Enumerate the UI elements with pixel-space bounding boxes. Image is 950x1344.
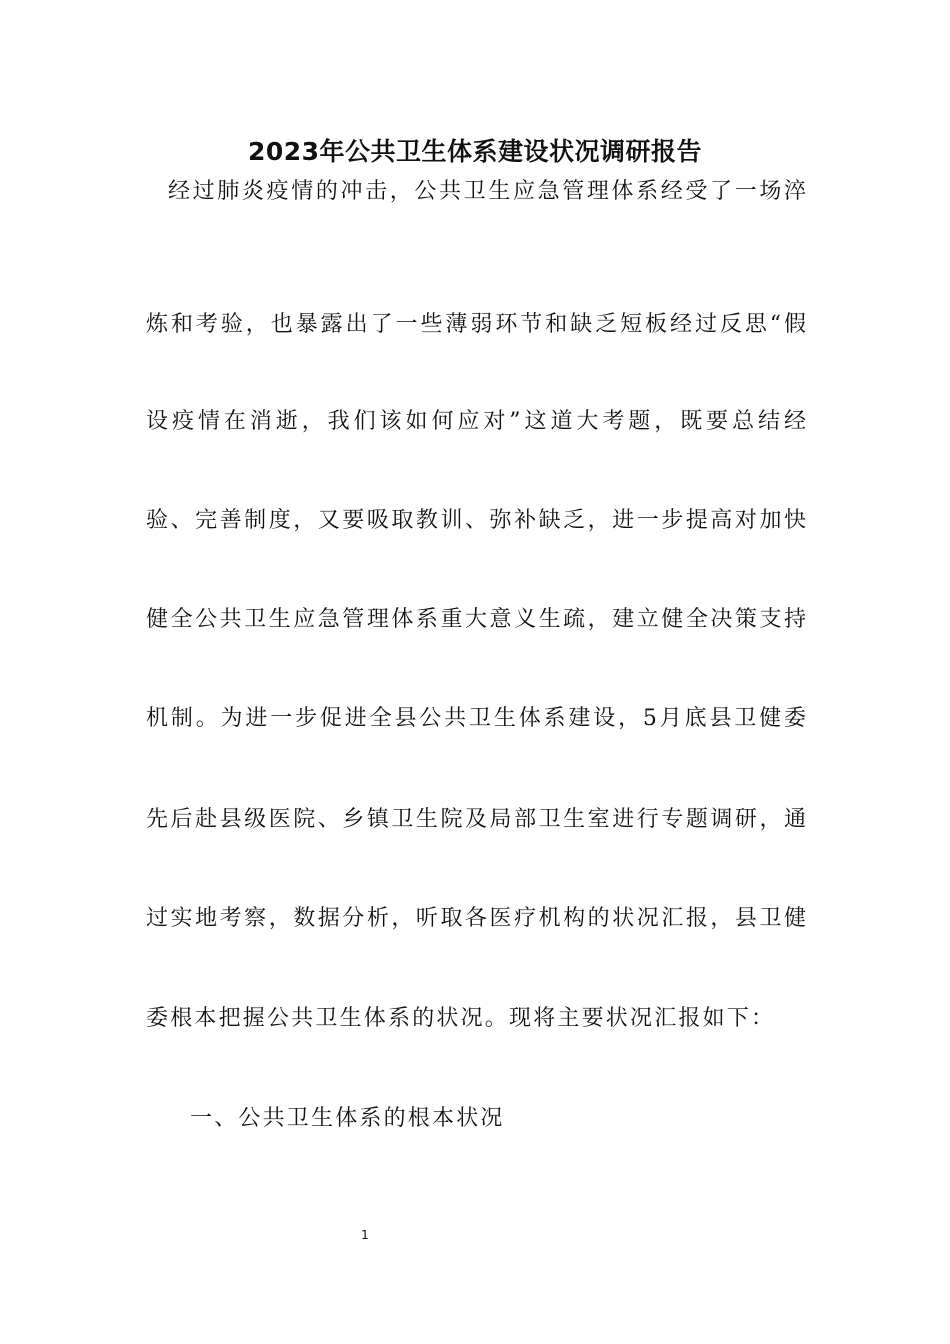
paragraph-line-1: 经过肺炎疫情的冲击，公共卫生应急管理体系经受了一场淬 — [168, 179, 806, 204]
paragraph-line-6: 机制。为进一步促进全县公共卫生体系建设，5月底县卫健委 — [146, 706, 806, 731]
paragraph-line-5: 健全公共卫生应急管理体系重大意义生疏，建立健全决策支持 — [146, 607, 806, 632]
paragraph-line-9: 委根本把握公共卫生体系的状况。现将主要状况汇报如下： — [146, 1006, 776, 1031]
paragraph-line-2: 炼和考验，也暴露出了一些薄弱环节和缺乏短板经过反思“假 — [146, 312, 806, 337]
paragraph-line-3: 设疫情在消逝，我们该如何应对”这道大考题，既要总结经 — [146, 409, 806, 434]
section-heading: 一、公共卫生体系的根本状况 — [190, 1106, 505, 1131]
paragraph-line-7: 先后赴县级医院、乡镇卫生院及局部卫生室进行专题调研，通 — [146, 807, 806, 832]
paragraph-line-4: 验、完善制度，又要吸取教训、弥补缺乏，进一步提高对加快 — [146, 508, 806, 533]
page-number: 1 — [361, 1228, 369, 1242]
document-title: 2023年公共卫生体系建设状况调研报告 — [247, 137, 703, 166]
paragraph-line-8: 过实地考察，数据分析，听取各医疗机构的状况汇报，县卫健 — [146, 906, 806, 931]
